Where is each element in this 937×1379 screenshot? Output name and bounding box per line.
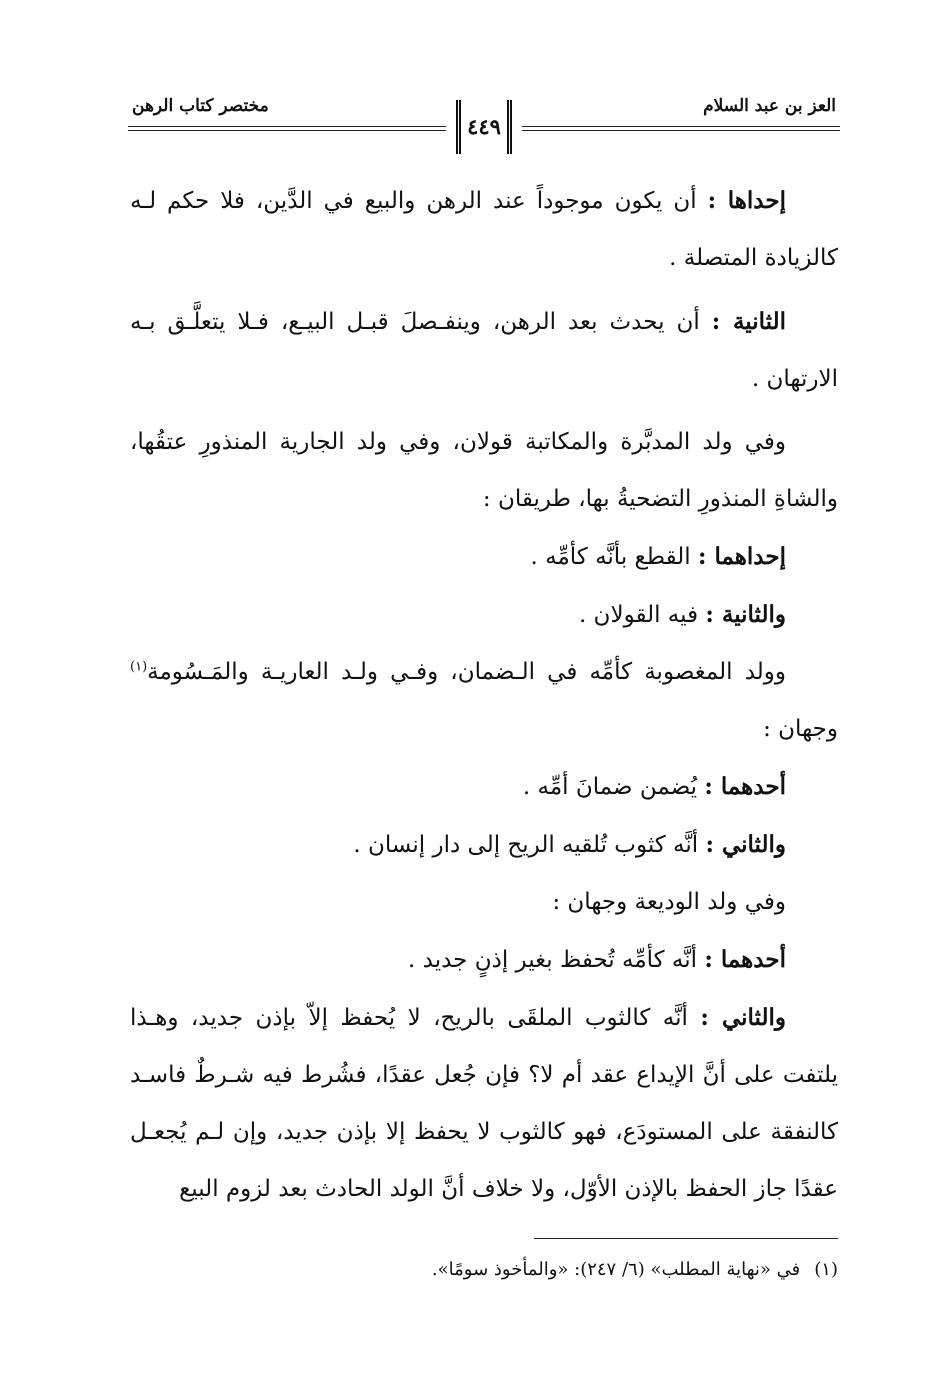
paragraph-text-tail: وجهان : xyxy=(763,716,838,742)
page-number-ornament xyxy=(456,100,512,154)
paragraph-10 xyxy=(130,931,838,989)
paragraph-text: وفي ولد المدبَّرة والمكاتبة قولان، وفي ولد الجارية المنذورِ عتقُها، والشاةِ المنذورِ التضحيةُ بها، طريقان : xyxy=(130,429,838,512)
paragraph-label: أحدهما : xyxy=(704,773,786,800)
paragraph-text: وفي ولد الوديعة وجهان : xyxy=(552,889,786,915)
paragraph-7 xyxy=(130,758,838,816)
footnote-number: (١) xyxy=(814,1259,838,1280)
header-author: العز بن عبد السلام xyxy=(699,96,840,116)
paragraph-text: أنَّه كأمِّه تُحفظ بغير إذنٍ جديد . xyxy=(408,947,705,973)
paragraph-9 xyxy=(130,874,838,931)
paragraph-label: أحدهما : xyxy=(704,946,786,973)
paragraph-text: وولد المغصوبة كأمِّه في الـضمان، وفـي ولـد العاريـة والمَـسُومة xyxy=(147,659,786,685)
paragraph-1 xyxy=(130,172,838,287)
paragraph-text: يُضمن ضمانَ أمِّه . xyxy=(522,774,705,800)
paragraph-11 xyxy=(130,989,838,1218)
page-header xyxy=(128,92,840,162)
footnote-text: في «نهاية المطلب» (٦/ ٢٤٧): «والمأخوذ سومًا». xyxy=(431,1259,801,1280)
paragraph-text: أن يكون موجوداً عند الرهن والبيع في الدَّين، فلا حكم لـه كالزيادة المتصلة . xyxy=(130,188,838,271)
page-number: ٤٤٩ xyxy=(467,114,501,139)
paragraph-label: والثانية : xyxy=(705,601,786,628)
paragraph-label: والثاني : xyxy=(705,831,786,858)
paragraph-text: أن يحدث بعد الرهن، وينفـصلَ قبـل البيـع، فـلا يتعلَّـق بـه الارتهان . xyxy=(130,309,838,392)
footnote-reference[interactable]: (١) xyxy=(130,659,148,675)
paragraph-5 xyxy=(130,586,838,644)
footnote-separator xyxy=(534,1238,838,1239)
paragraph-label: والثاني : xyxy=(700,1004,786,1031)
paragraph-label: الثانية : xyxy=(711,308,786,335)
paragraph-text: أنَّه كثوب تُلقيه الريح إلى دار إنسان . xyxy=(353,832,706,858)
paragraph-6 xyxy=(130,644,838,758)
paragraph-text: أنَّه كالثوب الملقَى بالريح، لا يُحفظ إلاّ بإذن جديد، وهـذا يلتفت على أنَّ الإيداع عقد أم لا؟ فإن جُعل عقدًا، فشُرط فيه شـرطٌ فاسـد كالنفقة على المستودَع، فهو كالثوب لا يحفظ إلا بإذن جديد، وإن لـم يُجعـل عقدًا جاز الحفظ بالإذن الأوّل، ولا خلاف أنَّ الولد الحادث بعد لزوم البيع xyxy=(130,1005,838,1202)
header-book-title: مختصر كتاب الرهن xyxy=(128,96,273,116)
paragraph-label: إحداهما : xyxy=(697,543,786,570)
paragraph-8 xyxy=(130,816,838,874)
paragraph-4 xyxy=(130,528,838,586)
main-text xyxy=(130,172,838,1218)
paragraph-label: إحداها : xyxy=(707,187,786,214)
paragraph-2 xyxy=(130,293,838,408)
paragraph-text: القطع بأنَّه كأمِّه . xyxy=(530,544,698,570)
paragraph-text: فيه القولان . xyxy=(578,602,706,628)
paragraph-3 xyxy=(130,414,838,528)
footnote xyxy=(300,1256,838,1284)
page-number-frame xyxy=(446,100,522,154)
